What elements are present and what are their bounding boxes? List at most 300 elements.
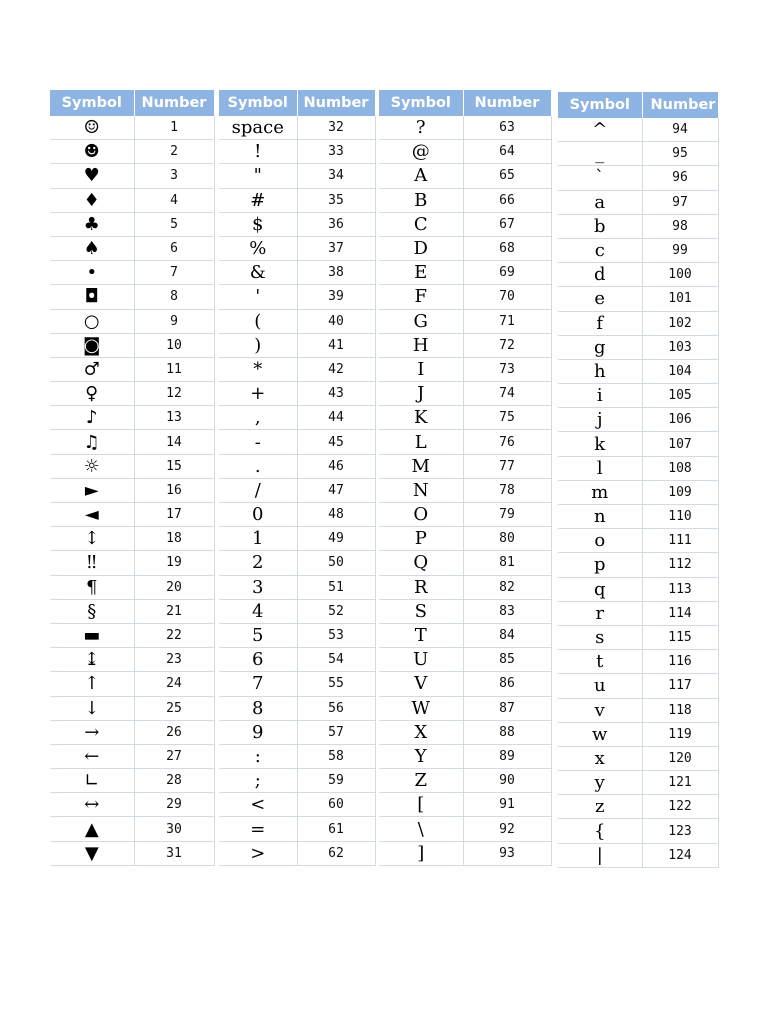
table-row [219,333,375,357]
table-row [50,140,214,164]
number-cell: 48 [297,503,375,527]
number-cell: 45 [297,430,375,454]
number-cell: 68 [463,236,551,260]
table-row [50,817,214,841]
symbol-cell: ↨ [50,648,134,672]
table-row [558,698,718,722]
symbol-cell: / [219,478,297,502]
table-row [219,478,375,502]
table-row [379,648,551,672]
number-cell: 62 [297,841,375,865]
number-cell: 57 [297,720,375,744]
symbol-cell: ! [219,140,297,164]
symbol-cell: O [379,503,463,527]
symbol-cell: ♠ [50,236,134,260]
header-row [379,90,551,116]
table-row [219,430,375,454]
table-body [50,116,214,865]
table-row [379,599,551,623]
table-row [50,793,214,817]
table-row [558,263,718,287]
table-row [379,672,551,696]
number-cell: 2 [134,140,214,164]
table-row [50,454,214,478]
table-row [50,309,214,333]
symbol-cell: - [219,430,297,454]
number-cell: 107 [642,432,718,456]
number-cell: 90 [463,769,551,793]
table-row [558,746,718,770]
table-row [50,285,214,309]
number-cell: 109 [642,480,718,504]
symbol-cell: N [379,478,463,502]
symbol-cell: ♦ [50,188,134,212]
table-row [379,841,551,865]
table-row [50,236,214,260]
number-header: Number [134,90,214,116]
number-cell: 59 [297,769,375,793]
symbol-cell: P [379,527,463,551]
symbol-cell: { [558,819,642,843]
symbol-cell: # [219,188,297,212]
table-row [50,623,214,647]
symbol-cell: y [558,771,642,795]
number-cell: 99 [642,238,718,262]
number-cell: 22 [134,623,214,647]
number-cell: 55 [297,672,375,696]
number-cell: 96 [642,166,718,190]
symbol-cell: t [558,650,642,674]
table-row [219,503,375,527]
table-row [558,190,718,214]
number-cell: 27 [134,744,214,768]
table-row [50,744,214,768]
table-row [219,769,375,793]
symbol-cell: f [558,311,642,335]
number-cell: 8 [134,285,214,309]
number-cell: 116 [642,650,718,674]
number-cell: 100 [642,263,718,287]
table-row [219,236,375,260]
number-cell: 66 [463,188,551,212]
symbol-table-4 [558,92,719,868]
table-row [219,406,375,430]
table-row [379,817,551,841]
table-row [379,333,551,357]
table-row [558,650,718,674]
symbol-cell: ► [50,478,134,502]
symbol-cell: S [379,599,463,623]
number-header: Number [297,90,375,116]
symbol-cell: . [219,454,297,478]
symbol-cell: Y [379,744,463,768]
table-row [219,116,375,140]
table-row [219,285,375,309]
symbol-cell: b [558,214,642,238]
table-row [558,238,718,262]
number-cell: 37 [297,236,375,260]
number-cell: 28 [134,769,214,793]
symbol-cell: , [219,406,297,430]
number-cell: 110 [642,505,718,529]
symbol-cell: o [558,529,642,553]
table-row [558,722,718,746]
table-row [379,164,551,188]
symbol-cell: ♀ [50,382,134,406]
number-cell: 54 [297,648,375,672]
symbol-cell: i [558,384,642,408]
number-cell: 94 [642,118,718,142]
number-cell: 44 [297,406,375,430]
symbol-cell: _ [558,142,642,166]
symbol-cell: M [379,454,463,478]
number-cell: 61 [297,817,375,841]
number-cell: 79 [463,503,551,527]
table-row [219,817,375,841]
number-cell: 119 [642,722,718,746]
symbol-cell: 7 [219,672,297,696]
symbol-cell: ☼ [50,454,134,478]
table-row [219,454,375,478]
table-row [219,140,375,164]
number-cell: 124 [642,843,718,867]
number-cell: 97 [642,190,718,214]
table-row [219,720,375,744]
number-cell: 92 [463,817,551,841]
table-row [219,212,375,236]
symbol-cell: 9 [219,720,297,744]
symbol-cell: q [558,577,642,601]
symbol-cell: 4 [219,599,297,623]
number-cell: 14 [134,430,214,454]
symbol-cell: % [219,236,297,260]
number-cell: 16 [134,478,214,502]
number-cell: 80 [463,527,551,551]
table-row [219,164,375,188]
symbol-cell: * [219,357,297,381]
number-cell: 3 [134,164,214,188]
symbol-cell: ← [50,744,134,768]
symbol-cell: + [219,382,297,406]
number-cell: 93 [463,841,551,865]
symbol-cell: ; [219,769,297,793]
number-cell: 32 [297,116,375,140]
symbol-cell: " [219,164,297,188]
table-row [558,529,718,553]
table-row [219,793,375,817]
table-row [558,408,718,432]
table-body [379,116,551,865]
number-cell: 123 [642,819,718,843]
symbol-cell: ▼ [50,841,134,865]
symbol-cell: B [379,188,463,212]
symbol-cell: ↑ [50,672,134,696]
table-row [379,623,551,647]
symbol-cell: r [558,601,642,625]
table-row [379,527,551,551]
table-row [219,551,375,575]
table-row [379,551,551,575]
number-cell: 72 [463,333,551,357]
table-row [379,454,551,478]
number-cell: 29 [134,793,214,817]
table-row [558,456,718,480]
table-row [219,309,375,333]
number-cell: 73 [463,357,551,381]
number-cell: 58 [297,744,375,768]
table-row [558,287,718,311]
table-row [558,432,718,456]
symbol-cell: m [558,480,642,504]
number-cell: 18 [134,527,214,551]
table-row [219,188,375,212]
symbol-cell: = [219,817,297,841]
table-row [50,648,214,672]
table-row [558,166,718,190]
symbol-cell: V [379,672,463,696]
symbol-cell: ◙ [50,333,134,357]
symbol-cell: d [558,263,642,287]
table-row [219,382,375,406]
table-row [558,384,718,408]
symbol-cell: ↔ [50,793,134,817]
number-cell: 117 [642,674,718,698]
number-cell: 115 [642,625,718,649]
number-cell: 19 [134,551,214,575]
header-row [50,90,214,116]
number-cell: 31 [134,841,214,865]
number-cell: 36 [297,212,375,236]
number-cell: 35 [297,188,375,212]
table-row [379,406,551,430]
header-row [558,92,718,118]
number-cell: 87 [463,696,551,720]
symbol-cell: 1 [219,527,297,551]
number-cell: 46 [297,454,375,478]
table-row [219,261,375,285]
symbol-header: Symbol [50,90,134,116]
number-cell: 102 [642,311,718,335]
table-row [50,357,214,381]
table-row [558,118,718,142]
symbol-cell: ♫ [50,430,134,454]
symbol-cell: H [379,333,463,357]
symbol-cell: ) [219,333,297,357]
symbol-cell: I [379,357,463,381]
table-row [379,430,551,454]
table-row [50,551,214,575]
symbol-cell: ○ [50,309,134,333]
number-cell: 113 [642,577,718,601]
symbol-cell: s [558,625,642,649]
number-cell: 5 [134,212,214,236]
table-row [219,841,375,865]
table-body [219,116,375,865]
symbol-header: Symbol [558,92,642,118]
symbol-cell: C [379,212,463,236]
number-cell: 85 [463,648,551,672]
number-cell: 49 [297,527,375,551]
symbol-cell: > [219,841,297,865]
number-cell: 76 [463,430,551,454]
symbol-cell: → [50,720,134,744]
number-cell: 112 [642,553,718,577]
table-row [558,553,718,577]
table-row [50,430,214,454]
symbol-cell: ↕ [50,527,134,551]
number-cell: 71 [463,309,551,333]
table-row [379,188,551,212]
number-cell: 111 [642,529,718,553]
number-cell: 88 [463,720,551,744]
symbol-cell: h [558,359,642,383]
number-cell: 91 [463,793,551,817]
number-cell: 20 [134,575,214,599]
symbol-table-3 [379,90,552,866]
number-cell: 24 [134,672,214,696]
number-cell: 70 [463,285,551,309]
number-cell: 50 [297,551,375,575]
number-cell: 101 [642,287,718,311]
table-row [50,575,214,599]
symbol-cell: ☺ [50,116,134,140]
number-cell: 83 [463,599,551,623]
table-row [558,819,718,843]
symbol-cell: ◄ [50,503,134,527]
number-cell: 78 [463,478,551,502]
symbol-cell: @ [379,140,463,164]
table-row [558,625,718,649]
number-cell: 103 [642,335,718,359]
table-row [50,188,214,212]
symbol-cell: ◘ [50,285,134,309]
table-row [558,359,718,383]
table-row [379,309,551,333]
number-cell: 56 [297,696,375,720]
symbol-cell: ] [379,841,463,865]
number-cell: 105 [642,384,718,408]
number-cell: 41 [297,333,375,357]
number-cell: 6 [134,236,214,260]
number-cell: 82 [463,575,551,599]
table-row [219,744,375,768]
symbol-cell: ▬ [50,623,134,647]
number-cell: 15 [134,454,214,478]
number-cell: 13 [134,406,214,430]
symbol-cell: : [219,744,297,768]
number-cell: 122 [642,795,718,819]
number-cell: 11 [134,357,214,381]
table-row [50,769,214,793]
table-row [379,116,551,140]
number-cell: 25 [134,696,214,720]
table-row [50,406,214,430]
table-row [379,696,551,720]
symbol-cell: D [379,236,463,260]
table-row [50,503,214,527]
table-row [558,795,718,819]
symbol-cell: g [558,335,642,359]
number-cell: 121 [642,771,718,795]
table-row [558,674,718,698]
symbol-header: Symbol [219,90,297,116]
table-row [558,214,718,238]
symbol-cell: F [379,285,463,309]
symbol-cell: • [50,261,134,285]
number-cell: 120 [642,746,718,770]
table-row [379,744,551,768]
symbol-cell: ♥ [50,164,134,188]
table-row [379,575,551,599]
table-row [50,696,214,720]
number-cell: 23 [134,648,214,672]
number-cell: 38 [297,261,375,285]
table-row [50,720,214,744]
number-cell: 4 [134,188,214,212]
symbol-cell: E [379,261,463,285]
symbol-cell: W [379,696,463,720]
table-row [219,696,375,720]
symbol-cell: z [558,795,642,819]
table-row [50,841,214,865]
table-row [219,599,375,623]
symbol-cell: 8 [219,696,297,720]
number-cell: 63 [463,116,551,140]
symbol-cell: ` [558,166,642,190]
table-row [50,599,214,623]
symbol-cell: k [558,432,642,456]
number-cell: 39 [297,285,375,309]
number-cell: 10 [134,333,214,357]
symbol-cell: U [379,648,463,672]
number-cell: 84 [463,623,551,647]
symbol-cell: ♂ [50,357,134,381]
table-row [50,261,214,285]
number-cell: 60 [297,793,375,817]
number-cell: 86 [463,672,551,696]
table-row [219,357,375,381]
number-cell: 30 [134,817,214,841]
table-row [379,720,551,744]
table-row [50,382,214,406]
table-row [50,672,214,696]
number-cell: 64 [463,140,551,164]
symbol-cell: ‼ [50,551,134,575]
symbol-cell: ? [379,116,463,140]
symbol-cell: w [558,722,642,746]
number-cell: 108 [642,456,718,480]
symbol-cell: 3 [219,575,297,599]
symbol-cell: u [558,674,642,698]
symbol-cell: ¶ [50,575,134,599]
number-cell: 40 [297,309,375,333]
header-row [219,90,375,116]
number-cell: 114 [642,601,718,625]
number-cell: 12 [134,382,214,406]
table-row [219,527,375,551]
table-row [50,116,214,140]
table-body [558,118,718,867]
number-cell: 43 [297,382,375,406]
table-row [379,236,551,260]
symbol-cell: J [379,382,463,406]
table-row [379,503,551,527]
symbol-cell: ♪ [50,406,134,430]
number-cell: 74 [463,382,551,406]
number-cell: 42 [297,357,375,381]
table-row [379,793,551,817]
number-cell: 67 [463,212,551,236]
